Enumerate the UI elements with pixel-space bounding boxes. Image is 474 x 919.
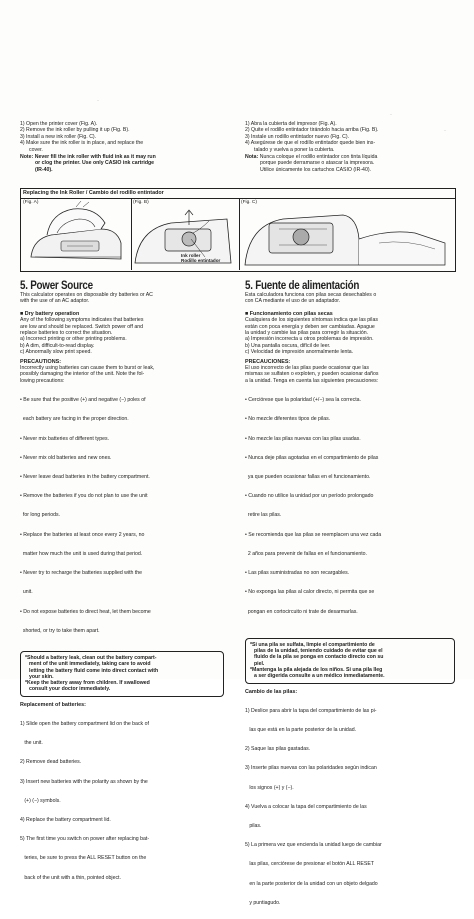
ink-roller-callout bbox=[181, 253, 220, 263]
note-label: Nota: bbox=[245, 154, 259, 161]
step-line: (+) (−) symbols. bbox=[20, 797, 61, 804]
text-line: la unidad y cambie las pilas para corregir la situación. bbox=[245, 330, 369, 337]
scan-speck: · bbox=[444, 128, 446, 134]
list-item: • Se recomienda que las pilas se reemplacen una vez cada bbox=[245, 531, 382, 538]
step-line: y puntiagudo. bbox=[245, 899, 281, 906]
list-item: • Cuando no utilice la unidad por un período prolongado bbox=[245, 493, 374, 500]
ink-roller-figure bbox=[20, 188, 456, 272]
text-line: mismas se sulfaten o exploten, y pueden ocasionar daños bbox=[245, 371, 379, 378]
list-item: • No exponga las pilas al calor directo, ni permita que se bbox=[245, 589, 375, 596]
intro-line: Esta calculadora funciona con pilas secas desechables o bbox=[245, 292, 377, 298]
precautions-list bbox=[245, 384, 455, 627]
list-item: shorted, or try to take them apart. bbox=[20, 627, 100, 634]
install-ink-roller-illustration bbox=[239, 199, 455, 270]
list-item: • Las pilas suministradas no son recargables. bbox=[245, 570, 350, 577]
step-line: 5) The first time you switch on power after replacing bat- bbox=[20, 836, 150, 843]
step-line: 4) Make sure the ink roller is in place, and replace the bbox=[20, 140, 144, 147]
list-item: • No mezcle las pilas nuevas con las pilas usadas. bbox=[245, 435, 361, 442]
figure-panel-b bbox=[131, 199, 240, 270]
precautions-heading: PRECAUTIONS: bbox=[20, 358, 62, 365]
callout-es: Rodillo entintador bbox=[181, 258, 221, 263]
list-item: unit. bbox=[20, 589, 33, 596]
list-item: • Nunca deje pilas agotadas en el compartimiento de pilas bbox=[245, 454, 379, 461]
step-line: 4) Asegúrese de que el rodillo entintador quede bien ins- bbox=[245, 140, 376, 147]
step-line: las pilas, cerciórese de presionar el botón ALL RESET bbox=[245, 861, 374, 868]
step-line: 2) Remove dead batteries. bbox=[20, 759, 82, 766]
es-power-section bbox=[245, 279, 455, 919]
text-line: c) Abnormally slow print speed. bbox=[20, 349, 92, 356]
warning-line: pilas de la unidad, teniendo cuidado de evitar que el bbox=[254, 648, 383, 655]
warning-line: ment of the unit immediately, taking care to avoid bbox=[29, 661, 151, 668]
dry-battery-heading: ■ Dry battery operation bbox=[20, 310, 80, 317]
note-line: (IR-40). bbox=[35, 166, 53, 173]
warning-line: consult your doctor immediately. bbox=[29, 686, 111, 693]
step-line: 4) Replace the battery compartment lid. bbox=[20, 817, 111, 824]
note-line: Never fill the ink roller with fluid ink as it may run bbox=[33, 154, 156, 161]
note-line: or clog the printer. Use only CASIO ink cartridge bbox=[35, 160, 155, 167]
step-line: 1) Abra la cubierta del impresor (Fig. A). bbox=[245, 121, 337, 127]
text-line: c) Velocidad de impresión anormalmente lenta. bbox=[245, 349, 354, 356]
text-line: El uso incorrecto de las pilas puede ocasionar que las bbox=[245, 365, 369, 372]
step-line: 3) Install a new ink roller (Fig. C). bbox=[20, 133, 97, 140]
step-line: talado y vuelva a poner la cubierta. bbox=[254, 146, 335, 153]
step-line: 2) Remove the ink roller by pulling it up (Fig. B). bbox=[20, 127, 130, 134]
battery-warning-box bbox=[245, 638, 455, 684]
text-line: are low and should be replaced. Switch power off and bbox=[20, 323, 144, 330]
text-line: a) Incorrect printing or other printing problems. bbox=[20, 336, 127, 343]
list-item: • Never try to recharge the batteries supplied with the bbox=[20, 570, 143, 577]
printer-open-cover-illustration bbox=[21, 199, 131, 270]
text-line: están con poca energía y deben ser cambiadas. Apague bbox=[245, 323, 375, 330]
list-item: • Never mix old batteries and new ones. bbox=[20, 454, 112, 461]
warning-line: letting the battery fluid come into direct contact with bbox=[29, 667, 159, 674]
list-item: matter how much the unit is used during that period. bbox=[20, 550, 143, 557]
figure-title: Replacing the Ink Roller / Cambio del rodillo entintador bbox=[23, 190, 164, 196]
text-line: b) A dim, difficult-to-read display. bbox=[20, 342, 95, 349]
intro-line: with the use of an AC adaptor. bbox=[20, 298, 90, 305]
text-line: a la unidad. Tenga en cuenta las siguientes precauciones: bbox=[245, 377, 379, 384]
list-item: 2 años para prevenir de fallas en el funcionamiento. bbox=[245, 550, 367, 557]
es-top-steps bbox=[245, 121, 460, 173]
precautions-list bbox=[20, 384, 224, 647]
list-item: • Cerciórese que la polaridad (+/−) sea la correcta. bbox=[245, 397, 361, 404]
figure-panel-c bbox=[239, 199, 455, 270]
replacement-heading: Cambio de las pilas: bbox=[245, 688, 298, 695]
en-top-steps bbox=[20, 121, 220, 173]
dry-battery-heading: ■ Funcionamiento con pilas secas bbox=[245, 310, 333, 317]
warning-line: piel. bbox=[254, 660, 265, 667]
text-line: Any of the following symptoms indicates that batteries bbox=[20, 317, 144, 324]
list-item: • No mezcle diferentes tipos de pilas. bbox=[245, 416, 331, 423]
en-power-section bbox=[20, 279, 224, 894]
note-line: Nunca coloque el rodillo entintador con tinta líquida bbox=[258, 154, 378, 161]
step-line: 1) Slide open the battery compartment lid on the back of bbox=[20, 720, 149, 727]
note-line: porque puede derramarse o atascar la impresora. bbox=[260, 160, 375, 167]
note-line: Utilice únicamente los cartuchos CASIO (IR-40). bbox=[260, 166, 371, 173]
step-line: 3) Insert new batteries with the polarity as shown by the bbox=[20, 778, 148, 785]
battery-warning-box bbox=[20, 651, 224, 697]
list-item: • Do not expose batteries to direct heat, let them become bbox=[20, 608, 151, 615]
step-line: the unit. bbox=[20, 740, 43, 747]
precautions-intro bbox=[20, 365, 224, 384]
warning-line: fluido de la pila se ponga en contacto directo con su bbox=[254, 654, 384, 661]
step-line: 3) Inserte pilas nuevas con las polaridades según indican bbox=[245, 765, 377, 772]
step-line: en la parte posterior de la unidad con un objeto delgado bbox=[245, 880, 378, 887]
list-item: pongan en cortocircuito ni trate de desarmarlas. bbox=[245, 608, 358, 615]
step-line: back of the unit with a thin, pointed object. bbox=[20, 874, 121, 881]
intro-line: con CA mediante el uso de un adaptador. bbox=[245, 298, 341, 305]
text-line: lowing precautions: bbox=[20, 377, 65, 384]
step-line: cover. bbox=[29, 146, 43, 153]
warning-line: *Si una pila se sulfata, limpie el compartimiento de bbox=[250, 641, 375, 648]
section-title: 5. Power Source bbox=[20, 278, 93, 292]
step-line: 1) Open the printer cover (Fig. A). bbox=[20, 121, 98, 127]
list-item: • Replace the batteries at least once every 2 years, no bbox=[20, 531, 145, 538]
replacement-steps bbox=[245, 695, 455, 919]
list-item: for long periods. bbox=[20, 512, 61, 519]
warning-line: *Mantenga la pila alejada de los niños. Si una pila lleg bbox=[250, 666, 383, 673]
warning-line: a ser digerida consulte a un médico inmediatamente. bbox=[254, 673, 385, 680]
text-line: Incorrectly using batteries can cause them to burst or leak, bbox=[20, 365, 155, 372]
scan-speck: · bbox=[390, 112, 392, 118]
replacement-steps bbox=[20, 708, 224, 894]
step-line: 1) Deslice para abrir la tapa del compartimiento de las pi- bbox=[245, 707, 377, 714]
en-top-note bbox=[20, 154, 220, 173]
text-line: possibly damaging the interior of the unit. Note the fol- bbox=[20, 371, 145, 378]
list-item: retire las pilas. bbox=[245, 512, 282, 519]
step-line: 2) Saque las pilas gastadas. bbox=[245, 746, 311, 753]
step-line: las que está en la parte posterior de la unidad. bbox=[245, 726, 357, 733]
list-item: • Never mix batteries of different types. bbox=[20, 435, 110, 442]
step-line: los signos (+) y (−). bbox=[245, 784, 294, 791]
list-item: each battery are facing in the proper direction. bbox=[20, 416, 129, 423]
figure-label: (Fig. B) bbox=[133, 200, 149, 205]
text-line: replace batteries to correct the situation. bbox=[20, 330, 113, 337]
warning-line: *Should a battery leak, clean out the battery compart- bbox=[25, 654, 157, 661]
step-line: teries, be sure to press the ALL RESET button on the bbox=[20, 855, 147, 862]
warning-line: your skin. bbox=[29, 673, 54, 680]
dry-battery-text bbox=[245, 317, 455, 355]
text-line: b) Una pantalla oscura, difícil de leer. bbox=[245, 342, 331, 349]
callout-en: Ink roller bbox=[181, 253, 201, 258]
dry-battery-text bbox=[20, 317, 224, 355]
scan-speck: · bbox=[97, 98, 99, 104]
warning-line: *Keep the battery away from children. If swallowed bbox=[25, 680, 150, 687]
precautions-intro bbox=[245, 365, 455, 384]
list-item: • Never leave dead batteries in the battery compartment. bbox=[20, 473, 150, 480]
replacement-heading: Replacement of batteries: bbox=[20, 701, 86, 708]
step-line: 4) Vuelva a colocar la tapa del compartimiento de las bbox=[245, 803, 367, 810]
figure-label: (Fig. A) bbox=[23, 200, 39, 205]
intro-line: This calculator operates on disposable dry batteries or AC bbox=[20, 292, 153, 298]
step-line: 2) Quite el rodillo entintador tirándolo hacia arriba (Fig. B). bbox=[245, 127, 379, 134]
text-line: Cualquiera de los siguientes síntomas indica que las pilas bbox=[245, 317, 378, 324]
list-item: ya que pueden ocasionar fallas en el funcionamiento. bbox=[245, 473, 371, 480]
section-title: 5. Fuente de alimentación bbox=[245, 278, 360, 292]
figure-label: (Fig. C) bbox=[241, 200, 257, 205]
list-item: • Remove the batteries if you do not plan to use the unit bbox=[20, 493, 148, 500]
step-line: 5) La primera vez que encienda la unidad luego de cambiar bbox=[245, 842, 382, 849]
precautions-heading: PRECAUCIONES: bbox=[245, 358, 291, 365]
note-label: Note: bbox=[20, 154, 34, 161]
text-line: a) Impresión incorrecta u otros problemas de impresión. bbox=[245, 336, 374, 343]
figure-panel-a bbox=[21, 199, 132, 270]
es-top-note bbox=[245, 154, 460, 173]
list-item: • Be sure that the positive (+) and negative (−) poles of bbox=[20, 397, 146, 404]
step-line: pilas. bbox=[245, 823, 262, 830]
step-line: 3) Instale un rodillo entintador nuevo (Fig. C). bbox=[245, 133, 350, 140]
